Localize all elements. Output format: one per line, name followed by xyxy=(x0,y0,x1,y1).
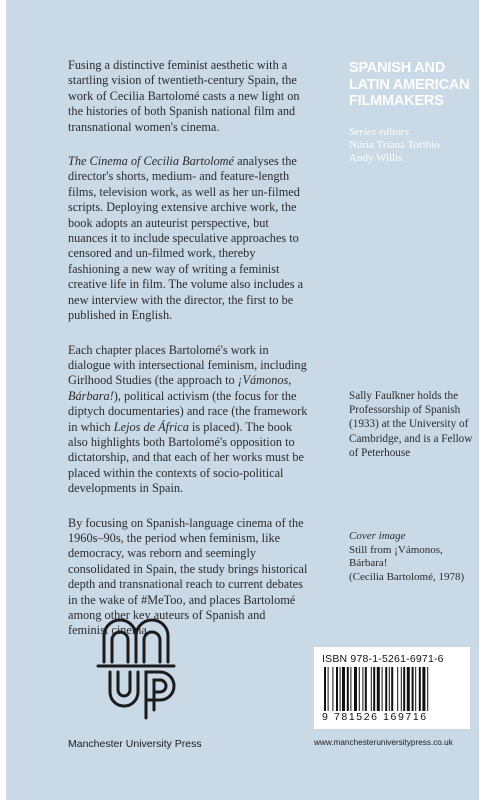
back-cover xyxy=(6,0,479,800)
blurb-paragraph-3-part-a: Each chapter places Bartolomé's work in dialogue with intersectional feminism, including Girlhood Studies (the approach to xyxy=(68,342,307,388)
book-title: The Cinema of Cecilia Bartolomé xyxy=(68,154,234,169)
series-editor-2: Andy Willis xyxy=(349,152,403,164)
film-title-lejos: Lejos de África xyxy=(113,419,189,434)
blurb-paragraph-2-text: analyses the director's shorts, medium- and feature-length films, television work, as well as her un-filmed scripts. Deploying extensive archive work, the book adopts an auteurist perspective, but nuances it to include speculative approaches to censored and un-filmed work, thereby fashioning a new way of writing a feminist creative life in film. The volume also includes a new interview with the director, the first to be published in English. xyxy=(68,154,304,323)
barcode-bars xyxy=(324,667,460,711)
blurb-paragraph-1: Fusing a distinctive feminist aesthetic with a startling vision of twentieth-century Spain, the work of Cecilia Bartolomé casts a new light on the histories of both Spanish national film and transnational women's cinema. xyxy=(68,58,300,134)
blurb-column xyxy=(68,58,308,654)
cover-image-credit xyxy=(349,530,479,584)
cover-image-line-2: (Cecilia Bartolomé, 1978) xyxy=(349,570,465,583)
series-editor-1: Núria Triana Toribio xyxy=(349,139,440,151)
film-title-vamonos: ¡Vámonos, Bárbara! xyxy=(68,373,292,403)
barcode-digits: 9 781526 169716 xyxy=(322,711,428,723)
blurb-paragraph-3-part-c: is placed). The book also highlights both Bartolomé's opposition to dictatorship, and that each of her works must be placed within the contexts of socio-political developments in Spain. xyxy=(68,419,304,496)
blurb-paragraph-3 xyxy=(68,343,308,497)
blurb-paragraph-2 xyxy=(68,154,308,323)
isbn: ISBN 978-1-5261-6971-6 xyxy=(322,653,444,665)
publisher-name: Manchester University Press xyxy=(68,738,202,750)
cover-image-line-1: Still from ¡Vámonos, Bárbara! xyxy=(349,543,443,569)
publisher-website: www.manchesteruniversitypress.co.uk xyxy=(314,738,453,747)
cover-image-label: Cover image xyxy=(349,530,406,542)
series-editors-label: Series editors xyxy=(349,126,410,138)
blurb-paragraph-4: By focusing on Spanish-language cinema of the 1960s–90s, the period when feminism, like democracy, was reborn and seemingly consolidated in Spain, the study brings historical depth and transnational reach to current debates in the wake of #MeToo, and places Bartolomé among other key auteurs of Spanish and feminist cinema. xyxy=(68,515,308,638)
barcode xyxy=(314,647,470,729)
series-title: SPANISH AND LATIN AMERICAN FILMMAKERS xyxy=(349,60,470,109)
blurb-paragraph-3-part-b: ), political activism (the focus for the diptych documentaries) and race (the framework in which xyxy=(68,388,308,434)
author-bio: Sally Faulkner holds the Professorship of Spanish (1933) at the University of Cambridge, and is a Fellow of Peterhouse xyxy=(349,390,473,459)
publisher-logo-icon xyxy=(90,606,186,726)
